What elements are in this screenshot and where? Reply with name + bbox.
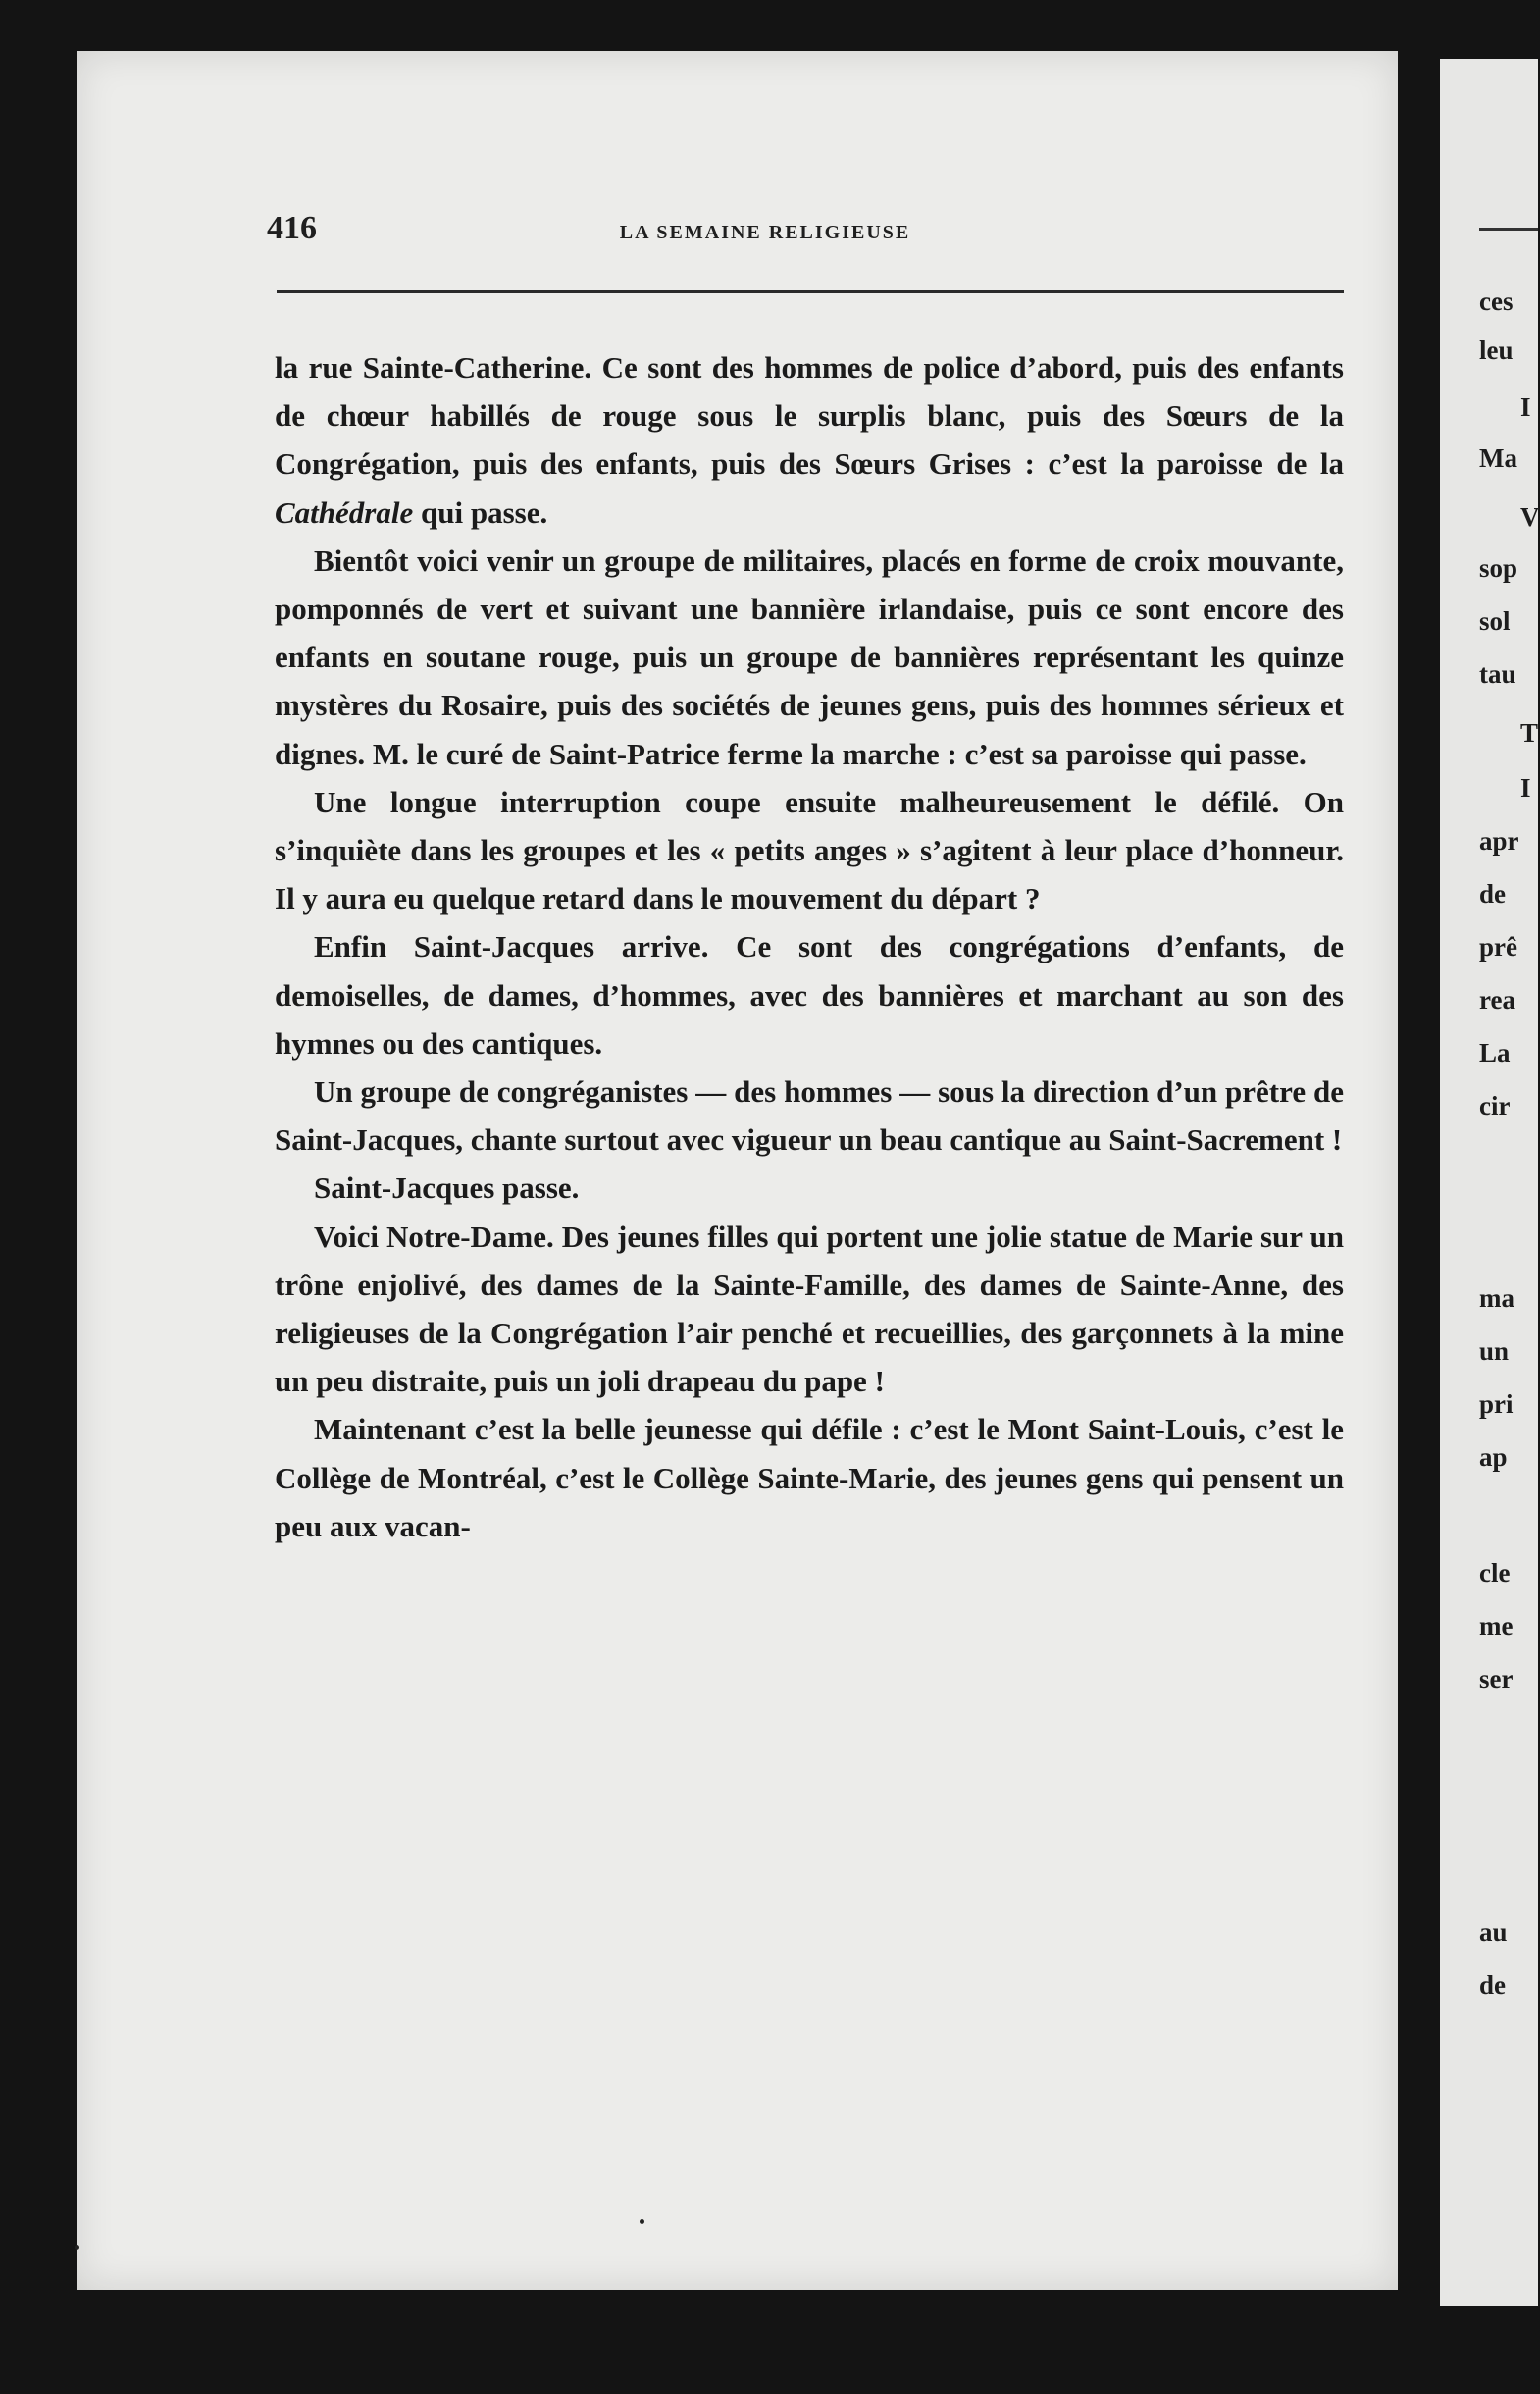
facing-page-line: apr: [1479, 826, 1519, 856]
page-header: [186, 210, 1344, 253]
facing-page-line: ser: [1479, 1664, 1514, 1693]
facing-page-line: de: [1479, 1970, 1506, 2000]
paragraph: Une longue interruption coupe ensuite malheureusement le défilé. On s’inquiète dans les groupes et les « petits anges » s’agitent à leur place d’honneur. Il y aura eu quelque retard dans le mouvement du départ ?: [275, 784, 1344, 916]
paragraph-text: la rue Sainte-Catherine. Ce sont des hommes de police d’abord, puis des enfants de chœur habillés de rouge sous le surplis blanc, puis des Sœurs de la Congrégation, puis des enfants, puis des Sœurs Grises : c’est la paroisse de la: [275, 350, 1344, 482]
paragraph: Maintenant c’est la belle jeunesse qui défile : c’est le Mont Saint-Louis, c’est le Collège de Montréal, c’est le Collège Sainte-Marie, des jeunes gens qui pensent un peu aux vacan-: [275, 1412, 1344, 1543]
facing-page-line: cir: [1479, 1091, 1511, 1120]
facing-page-line: un: [1479, 1336, 1510, 1366]
facing-page-line: V: [1520, 502, 1540, 532]
paragraph: Voici Notre-Dame. Des jeunes filles qui portent une jolie statue de Marie sur un trône enjolivé, des dames de la Sainte-Famille, des dames de Sainte-Anne, des religieuses de la Congrégation l’air penché et recueillies, des garçonnets à la mine un peu distraite, puis un joli drapeau du pape !: [275, 1219, 1344, 1399]
running-title: LA SEMAINE RELIGIEUSE: [619, 222, 911, 243]
paragraph: Saint-Jacques passe.: [314, 1171, 580, 1206]
paragraph: Un groupe de congréganistes — des hommes — sous la direction d’un prêtre de Saint-Jacques, chante surtout avec vigueur un beau cantique au Saint-Sacrement !: [275, 1074, 1344, 1158]
facing-page-line: prê: [1479, 932, 1517, 962]
paragraph: Enfin Saint-Jacques arrive. Ce sont des congrégations d’enfants, de demoiselles, de dames, d’hommes, avec des bannières et marchant au son des hymnes ou des cantiques.: [275, 929, 1344, 1061]
italic-term: Cathédrale: [275, 494, 414, 530]
facing-page-line: ap: [1479, 1442, 1508, 1472]
facing-page-line: sol: [1479, 606, 1511, 636]
body-text: [275, 343, 1344, 1550]
facing-page-line: au: [1479, 1917, 1508, 1947]
facing-page-line: La: [1479, 1038, 1511, 1067]
ink-speck: [640, 2219, 644, 2224]
paragraph-text: qui passe.: [413, 494, 548, 530]
facing-page-header-rule: [1479, 228, 1538, 231]
ink-speck: [75, 2245, 79, 2250]
facing-page-line: me: [1479, 1611, 1514, 1640]
facing-page-line: cle: [1479, 1558, 1511, 1587]
facing-page-line: ces: [1479, 286, 1514, 316]
facing-page-line: sop: [1479, 553, 1518, 583]
paragraph: [275, 343, 1344, 537]
facing-page-line: tau: [1479, 659, 1516, 689]
facing-page-line: I: [1520, 392, 1531, 422]
facing-page-edge: [1440, 59, 1538, 2306]
facing-page-line: T: [1520, 718, 1539, 748]
facing-page-line: Ma: [1479, 443, 1517, 473]
paragraph: Bientôt voici venir un groupe de militaires, placés en forme de croix mouvante, pomponnés de vert et suivant une bannière irlandaise, puis ce sont encore des enfants en soutane rouge, puis un groupe de bannières représentant les quinze mystères du Rosaire, puis des sociétés de jeunes gens, puis des hommes sérieux et dignes. M. le curé de Saint-Patrice ferme la marche : c’est sa paroisse qui passe.: [275, 543, 1344, 771]
page-number: 416: [267, 210, 317, 246]
facing-page-line: de: [1479, 879, 1506, 909]
facing-page-line: rea: [1479, 985, 1515, 1015]
facing-page-line: leu: [1479, 336, 1514, 365]
facing-page-line: I: [1520, 773, 1531, 803]
facing-page-line: pri: [1479, 1389, 1514, 1419]
header-rule: [277, 290, 1344, 293]
facing-page-line: ma: [1479, 1283, 1514, 1313]
